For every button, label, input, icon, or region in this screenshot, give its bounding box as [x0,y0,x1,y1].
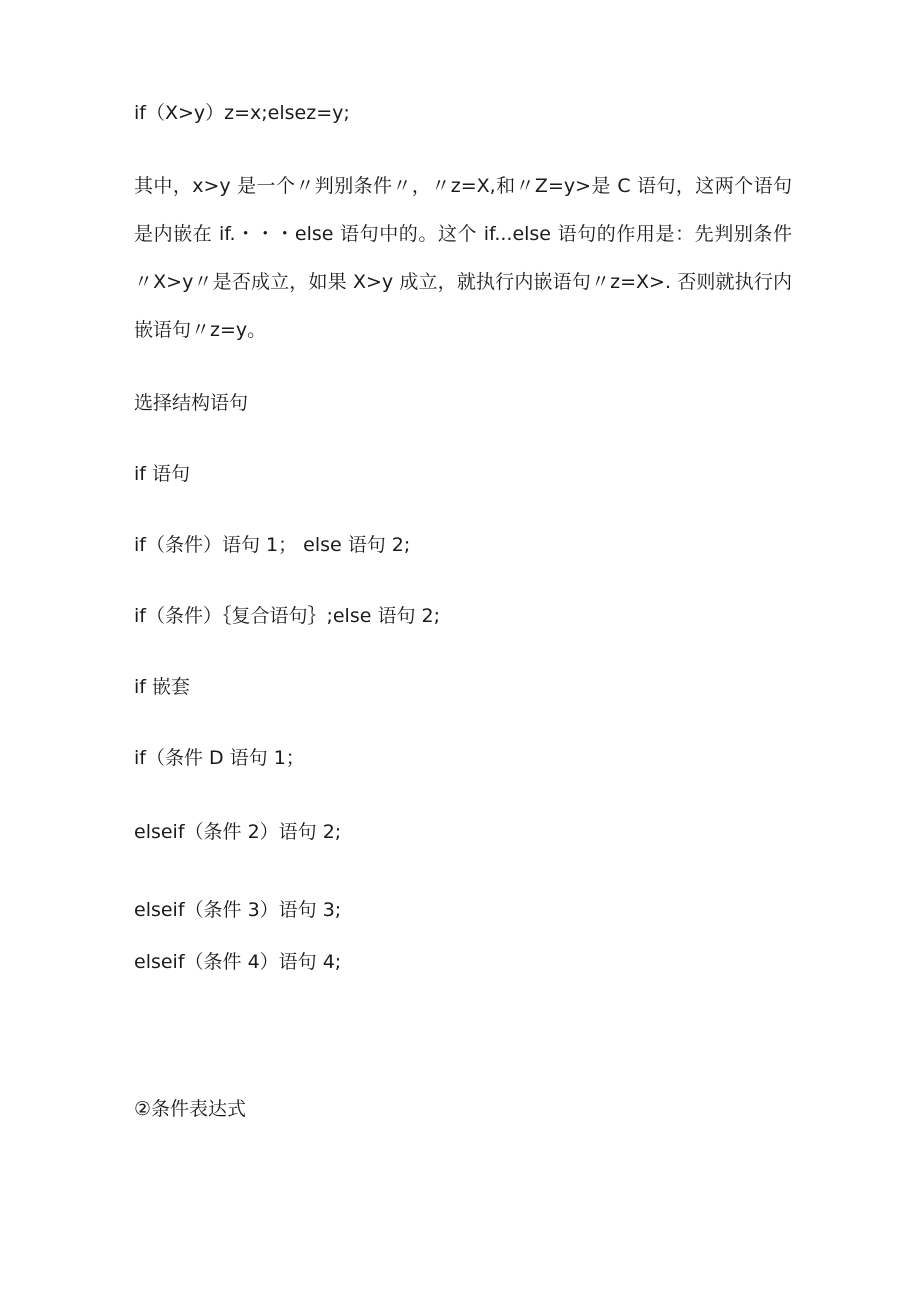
syntax-line-if-else: if（条件）语句 1； else 语句 2; [134,534,411,556]
syntax-line-nested-if-2: elseif（条件 2）语句 2; [134,821,342,843]
syntax-line-nested-if-1: if（条件 D 语句 1； [134,747,305,769]
explanation-paragraph: 其中，x>y 是一个〃判别条件〃，〃z=X,和〃Z=y>是 C 语句，这两个语句是内嵌在 if.・・・else 语句中的。这个 if...else 语句的作用是：先判别条件〃X>y〃是否成立，如果 X>y 成立，就执行内嵌语句〃z=X>. 否则就执行内嵌语句〃z=y。 [134,175,792,341]
subheading-if-nesting: if 嵌套 [134,676,191,698]
syntax-line-if-compound: if（条件）｛复合语句｝;else 语句 2; [134,605,440,627]
section-heading-conditional-expression: ②条件表达式 [134,1098,247,1120]
section-heading-selection-structure: 选择结构语句 [134,392,249,414]
code-line-if-else: if（X>y）z=x;elsez=y; [134,102,350,124]
syntax-line-nested-if-3: elseif（条件 3）语句 3; [134,899,342,921]
syntax-line-nested-if-4: elseif（条件 4）语句 4; [134,951,342,973]
subheading-if-statement: if 语句 [134,463,191,485]
